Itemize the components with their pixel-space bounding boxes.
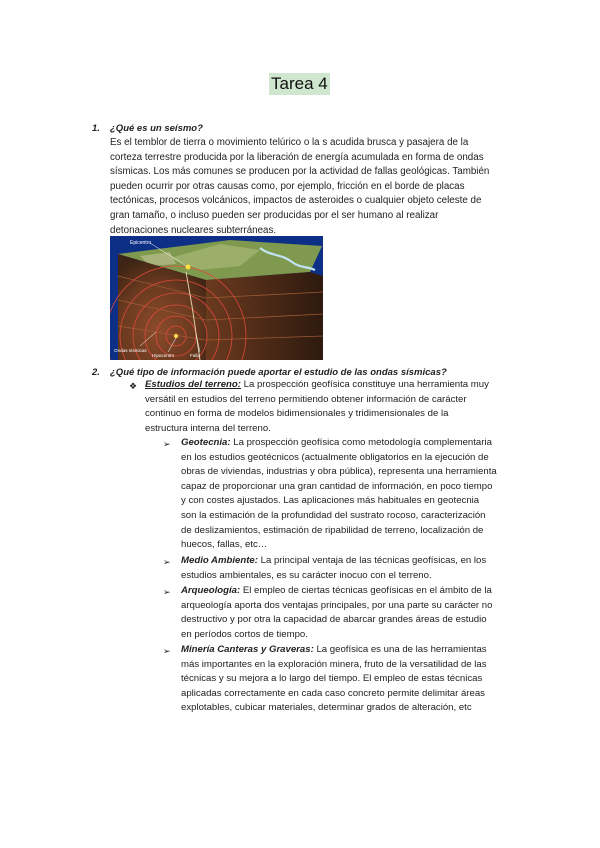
answer-line: corteza terrestre producida por la liberación de energía acumulada en forma de ondas <box>110 151 484 163</box>
paragraph-line: estructura interna del terreno. <box>145 422 271 434</box>
paragraph-line: destructivo y por otra la capacidad de abarcar grandes áreas de estudio <box>181 614 487 626</box>
paragraph-line: de deslizamientos, estimación de ripabilidad de terreno, localización de <box>181 524 484 536</box>
paragraph-line: Geotecnia: La prospección geofísica como metodología complementaria <box>181 437 492 448</box>
arrow-bullet-icon: ➢ <box>163 587 171 597</box>
arrow-bullet-icon: ➢ <box>163 646 171 656</box>
item-heading: Arqueología: <box>181 585 241 596</box>
fault-label: Falla <box>190 353 200 358</box>
paragraph-line: arqueología aporta dos ventajas principales, por una parte su carácter no <box>181 599 493 611</box>
paragraph-line: en los estudios geotécnicos (actualmente obligatorios en la ejecución de <box>181 451 489 463</box>
paragraph-line: aplicadas correctamente en cada caso concreto permite delimitar áreas <box>181 687 485 699</box>
question-1-title: ¿Qué es un seísmo? <box>110 123 203 134</box>
paragraph-line: explotables, cubicar materiales, determinar grados de alteración, etc <box>181 702 472 714</box>
paragraph-line: y con costes ajustados. Las aplicaciones más habituales en geotecnia <box>181 495 480 507</box>
epicenter-label: Epicentro <box>130 240 152 246</box>
paragraph-line: más importantes en la exploración minera, fruto de la versatilidad de las <box>181 658 487 670</box>
item-medio-ambiente <box>181 554 486 583</box>
item-geotecnia <box>181 436 497 553</box>
section-heading: Estudios del terreno: <box>145 379 241 390</box>
paragraph-line: continuo en forma de modelos bidimensionales y tridimensionales de la <box>145 408 449 420</box>
question-1-number: 1. <box>92 123 100 134</box>
answer-line: sísmicas. Los más comunes se producen por la actividad de fallas geológicas. También <box>110 166 490 178</box>
paragraph-line: Arqueología: El empleo de ciertas técnicas geofísicas en el ámbito de la <box>181 585 492 596</box>
paragraph-line: son la estimación de la profundidad del sustrato rocoso, caracterización <box>181 509 486 521</box>
earthquake-diagram-figure <box>110 236 323 360</box>
hypocenter-label: Hipocentro <box>152 353 175 358</box>
page-title: Tarea 4 <box>271 74 328 93</box>
answer-line: Es el temblor de tierra o movimiento telúrico o la s acudida brusca y pasajera de la <box>110 137 469 148</box>
item-arqueologia <box>181 584 492 642</box>
paragraph-line: versátil en estudios del terreno permitiendo obtener información de carácter <box>145 393 467 405</box>
seismic-waves-label: Ondas sísmicas <box>114 348 147 353</box>
paragraph-line: obras de viviendas, industrias y obra pública), representa una herramienta <box>181 466 497 478</box>
question-2-title: ¿Qué tipo de información puede aportar el estudio de las ondas sísmicas? <box>110 367 447 378</box>
item-heading: Geotecnia: <box>181 437 231 448</box>
answer-line: detonaciones nucleares subterráneas. <box>110 224 277 236</box>
paragraph-line: estudios ambientales, es su carácter inocuo con el terreno. <box>181 569 432 581</box>
arrow-bullet-icon: ➢ <box>163 557 171 567</box>
answer-line: pueden ocurrir por otras causas como, por ejemplo, fricción en el borde de placas <box>110 180 465 192</box>
arrow-bullet-icon: ➢ <box>163 439 171 449</box>
section-terrain-studies <box>145 378 489 436</box>
paragraph-line: capaz de proporcionar una gran cantidad de información, en poco tiempo <box>181 480 493 492</box>
item-heading: Minería Canteras y Graveras: <box>181 644 314 655</box>
paragraph-line: Estudios del terreno: La prospección geofísica constituye una herramienta muy <box>145 379 489 390</box>
diamond-bullet-icon: ❖ <box>129 381 138 391</box>
paragraph-line: en períodos cortos de tiempo. <box>181 628 308 640</box>
question-1-answer <box>110 136 489 238</box>
paragraph-line: Medio Ambiente: La principal ventaja de las técnicas geofísicas, en los <box>181 555 487 566</box>
answer-line: gran tamaño, o incluso pueden ser producidas por el ser humano al realizar <box>110 209 439 221</box>
answer-line: tectónicas, procesos volcánicos, impactos de asteroides o cualquier objeto celeste de <box>110 195 482 207</box>
item-mineria <box>181 643 487 716</box>
crust-side-face <box>206 272 323 360</box>
hypocenter-marker <box>174 334 178 338</box>
paragraph-line: técnicas y su mejora a lo largo del tiempo. El empleo de estas técnicas <box>181 673 483 685</box>
paragraph-line: huecos, fallas, etc… <box>181 539 268 551</box>
question-2-number: 2. <box>92 367 100 378</box>
paragraph-line: Minería Canteras y Graveras: La geofísica es una de las herramientas <box>181 644 487 655</box>
item-heading: Medio Ambiente: <box>181 555 258 566</box>
